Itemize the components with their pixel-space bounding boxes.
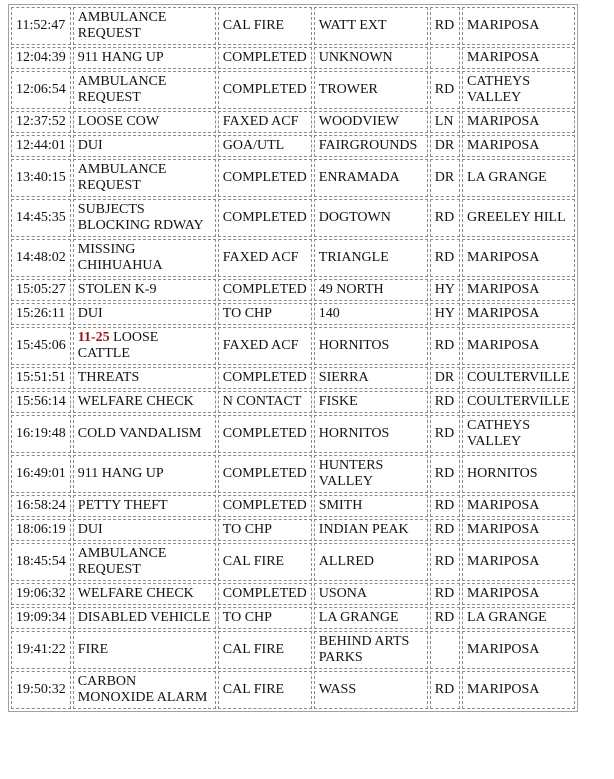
street-cell: TRIANGLE <box>314 239 428 277</box>
table-row <box>11 327 575 365</box>
call-type-label: DUI <box>77 522 103 537</box>
call-type-cell <box>73 71 216 109</box>
community-cell: COULTERVILLE <box>462 367 575 389</box>
street-suffix-cell: RD <box>430 671 460 709</box>
call-type-cell <box>73 519 216 541</box>
disposition-cell: N CONTACT <box>218 391 312 413</box>
call-type-label: FIRE <box>77 642 109 657</box>
disposition-cell: COMPLETED <box>218 367 312 389</box>
community-cell: MARIPOSA <box>462 631 575 669</box>
disposition-cell: COMPLETED <box>218 159 312 197</box>
call-type-label: CARBON MONOXIDE ALARM <box>77 674 208 705</box>
call-type-cell <box>73 671 216 709</box>
disposition-cell: COMPLETED <box>218 583 312 605</box>
street-suffix-cell: RD <box>430 519 460 541</box>
street-suffix-cell: RD <box>430 607 460 629</box>
table-row <box>11 583 575 605</box>
street-cell: WASS <box>314 671 428 709</box>
call-type-label: PETTY THEFT <box>77 498 168 513</box>
call-type-cell <box>73 135 216 157</box>
disposition-cell: TO CHP <box>218 607 312 629</box>
call-type-label: AMBULANCE REQUEST <box>77 162 167 193</box>
community-cell: MARIPOSA <box>462 519 575 541</box>
disposition-cell: CAL FIRE <box>218 671 312 709</box>
disposition-cell: COMPLETED <box>218 71 312 109</box>
time-cell: 15:26:11 <box>11 303 71 325</box>
table-row <box>11 111 575 133</box>
table-row <box>11 367 575 389</box>
community-cell: MARIPOSA <box>462 7 575 45</box>
disposition-cell: CAL FIRE <box>218 7 312 45</box>
street-cell: ENRAMADA <box>314 159 428 197</box>
call-type-label: DISABLED VEHICLE <box>77 610 211 625</box>
call-type-cell <box>73 455 216 493</box>
street-cell: WOODVIEW <box>314 111 428 133</box>
street-cell: USONA <box>314 583 428 605</box>
street-suffix-cell: RD <box>430 327 460 365</box>
call-type-cell <box>73 367 216 389</box>
table-row <box>11 7 575 45</box>
call-log-body <box>11 7 575 709</box>
call-log-table <box>8 4 578 712</box>
call-type-cell <box>73 111 216 133</box>
time-cell: 14:48:02 <box>11 239 71 277</box>
street-cell: SIERRA <box>314 367 428 389</box>
time-cell: 14:45:35 <box>11 199 71 237</box>
street-cell: SMITH <box>314 495 428 517</box>
call-type-label: WELFARE CHECK <box>77 586 194 601</box>
disposition-cell: FAXED ACF <box>218 327 312 365</box>
call-type-cell <box>73 415 216 453</box>
street-cell: HORNITOS <box>314 415 428 453</box>
street-suffix-cell: LN <box>430 111 460 133</box>
call-type-cell <box>73 7 216 45</box>
call-type-label: 911 HANG UP <box>77 50 164 65</box>
street-suffix-cell: RD <box>430 415 460 453</box>
disposition-cell: COMPLETED <box>218 199 312 237</box>
street-cell: UNKNOWN <box>314 47 428 69</box>
call-type-cell <box>73 495 216 517</box>
street-suffix-cell: RD <box>430 391 460 413</box>
community-cell: MARIPOSA <box>462 239 575 277</box>
table-row <box>11 543 575 581</box>
call-type-cell <box>73 607 216 629</box>
community-cell: MARIPOSA <box>462 495 575 517</box>
call-type-cell <box>73 303 216 325</box>
time-cell: 12:37:52 <box>11 111 71 133</box>
disposition-cell: FAXED ACF <box>218 111 312 133</box>
street-cell: HORNITOS <box>314 327 428 365</box>
street-suffix-cell: RD <box>430 543 460 581</box>
community-cell: HORNITOS <box>462 455 575 493</box>
street-cell: 140 <box>314 303 428 325</box>
call-type-cell <box>73 583 216 605</box>
table-row <box>11 159 575 197</box>
time-cell: 12:06:54 <box>11 71 71 109</box>
disposition-cell: COMPLETED <box>218 455 312 493</box>
time-cell: 13:40:15 <box>11 159 71 197</box>
street-cell: BEHIND ARTS PARKS <box>314 631 428 669</box>
street-cell: WATT EXT <box>314 7 428 45</box>
table-row <box>11 631 575 669</box>
community-cell: MARIPOSA <box>462 583 575 605</box>
community-cell: MARIPOSA <box>462 47 575 69</box>
street-suffix-cell: RD <box>430 239 460 277</box>
time-cell: 15:51:51 <box>11 367 71 389</box>
community-cell: CATHEYS VALLEY <box>462 415 575 453</box>
street-cell: ALLRED <box>314 543 428 581</box>
call-type-label: AMBULANCE REQUEST <box>77 10 167 41</box>
disposition-cell: COMPLETED <box>218 279 312 301</box>
time-cell: 12:04:39 <box>11 47 71 69</box>
time-cell: 16:19:48 <box>11 415 71 453</box>
street-suffix-cell: DR <box>430 135 460 157</box>
street-cell: INDIAN PEAK <box>314 519 428 541</box>
street-suffix-cell: RD <box>430 199 460 237</box>
time-cell: 19:09:34 <box>11 607 71 629</box>
table-row <box>11 391 575 413</box>
call-type-label: SUBJECTS BLOCKING RDWAY <box>77 202 204 233</box>
street-cell: TROWER <box>314 71 428 109</box>
street-cell: 49 NORTH <box>314 279 428 301</box>
time-cell: 19:06:32 <box>11 583 71 605</box>
community-cell: CATHEYS VALLEY <box>462 71 575 109</box>
call-type-label: AMBULANCE REQUEST <box>77 74 167 105</box>
street-suffix-cell: RD <box>430 583 460 605</box>
community-cell: COULTERVILLE <box>462 391 575 413</box>
time-cell: 19:50:32 <box>11 671 71 709</box>
community-cell: MARIPOSA <box>462 111 575 133</box>
street-suffix-cell: RD <box>430 455 460 493</box>
time-cell: 16:58:24 <box>11 495 71 517</box>
call-type-label: DUI <box>77 306 103 321</box>
street-cell: HUNTERS VALLEY <box>314 455 428 493</box>
table-row <box>11 71 575 109</box>
call-type-label: LOOSE COW <box>77 114 160 129</box>
table-row <box>11 415 575 453</box>
call-type-cell <box>73 631 216 669</box>
street-suffix-cell: RD <box>430 7 460 45</box>
table-row <box>11 607 575 629</box>
street-suffix-cell: RD <box>430 495 460 517</box>
call-type-label: COLD VANDALISM <box>77 426 202 441</box>
call-type-label: LOOSE CATTLE <box>77 330 159 361</box>
call-type-label: THREATS <box>77 370 140 385</box>
street-cell: FISKE <box>314 391 428 413</box>
community-cell: GREELEY HILL <box>462 199 575 237</box>
time-cell: 11:52:47 <box>11 7 71 45</box>
time-cell: 15:45:06 <box>11 327 71 365</box>
time-cell: 19:41:22 <box>11 631 71 669</box>
street-suffix-cell <box>430 47 460 69</box>
radio-code: 11-25 <box>77 330 110 345</box>
call-type-label: 911 HANG UP <box>77 466 164 481</box>
street-suffix-cell: RD <box>430 71 460 109</box>
disposition-cell: CAL FIRE <box>218 543 312 581</box>
table-row <box>11 199 575 237</box>
community-cell: MARIPOSA <box>462 303 575 325</box>
street-suffix-cell <box>430 631 460 669</box>
disposition-cell: CAL FIRE <box>218 631 312 669</box>
community-cell: MARIPOSA <box>462 543 575 581</box>
call-type-cell <box>73 279 216 301</box>
call-type-label: AMBULANCE REQUEST <box>77 546 167 577</box>
call-type-label: MISSING CHIHUAHUA <box>77 242 163 273</box>
disposition-cell: TO CHP <box>218 303 312 325</box>
street-cell: DOGTOWN <box>314 199 428 237</box>
time-cell: 15:05:27 <box>11 279 71 301</box>
community-cell: MARIPOSA <box>462 327 575 365</box>
disposition-cell: GOA/UTL <box>218 135 312 157</box>
table-row <box>11 47 575 69</box>
call-type-cell <box>73 327 216 365</box>
community-cell: LA GRANGE <box>462 159 575 197</box>
community-cell: MARIPOSA <box>462 671 575 709</box>
street-cell: LA GRANGE <box>314 607 428 629</box>
street-suffix-cell: HY <box>430 303 460 325</box>
disposition-cell: COMPLETED <box>218 495 312 517</box>
time-cell: 18:45:54 <box>11 543 71 581</box>
time-cell: 12:44:01 <box>11 135 71 157</box>
street-cell: FAIRGROUNDS <box>314 135 428 157</box>
disposition-cell: FAXED ACF <box>218 239 312 277</box>
call-type-cell <box>73 543 216 581</box>
call-type-label: WELFARE CHECK <box>77 394 194 409</box>
call-type-cell <box>73 199 216 237</box>
table-row <box>11 671 575 709</box>
table-row <box>11 135 575 157</box>
table-row <box>11 303 575 325</box>
table-row <box>11 495 575 517</box>
community-cell: LA GRANGE <box>462 607 575 629</box>
street-suffix-cell: DR <box>430 367 460 389</box>
disposition-cell: TO CHP <box>218 519 312 541</box>
table-row <box>11 279 575 301</box>
time-cell: 15:56:14 <box>11 391 71 413</box>
table-row <box>11 239 575 277</box>
street-suffix-cell: DR <box>430 159 460 197</box>
call-type-label: STOLEN K-9 <box>77 282 157 297</box>
call-type-cell <box>73 47 216 69</box>
table-row <box>11 519 575 541</box>
time-cell: 16:49:01 <box>11 455 71 493</box>
table-row <box>11 455 575 493</box>
disposition-cell: COMPLETED <box>218 415 312 453</box>
call-type-cell <box>73 159 216 197</box>
disposition-cell: COMPLETED <box>218 47 312 69</box>
call-type-cell <box>73 239 216 277</box>
time-cell: 18:06:19 <box>11 519 71 541</box>
community-cell: MARIPOSA <box>462 279 575 301</box>
community-cell: MARIPOSA <box>462 135 575 157</box>
call-type-label: DUI <box>77 138 103 153</box>
street-suffix-cell: HY <box>430 279 460 301</box>
call-type-cell <box>73 391 216 413</box>
